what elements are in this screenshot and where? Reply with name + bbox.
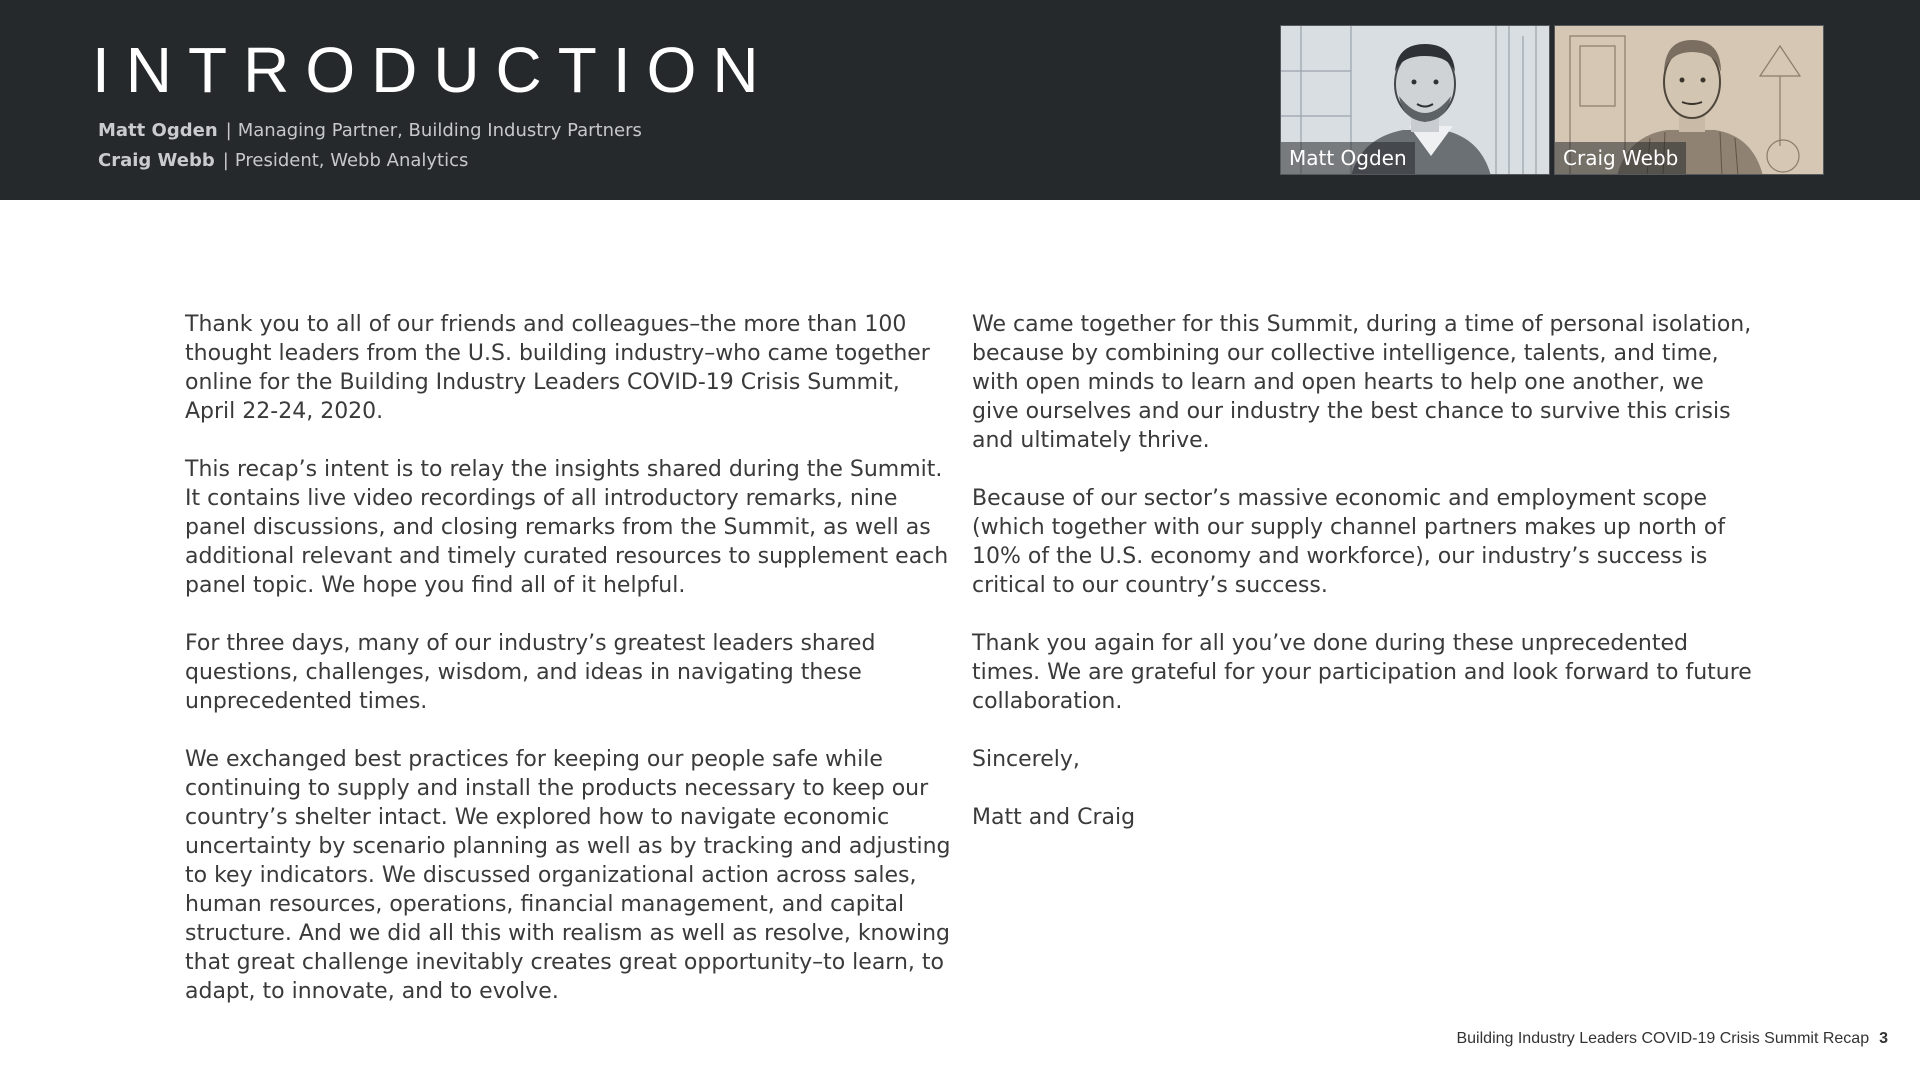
body-paragraph: Thank you to all of our friends and colleagues–the more than 100 thought leaders from the U.S. building industry–who came together online for the Building Industry Leaders COVID-19 Crisis Summit, April 22-24, 2020.	[185, 312, 930, 424]
speaker-line-craig-webb	[98, 146, 642, 176]
footer-document-title: Building Industry Leaders COVID-19 Crisis Summit Recap	[1456, 1030, 1870, 1047]
header-banner	[0, 0, 1920, 200]
speaker-role: President, Webb Analytics	[234, 150, 469, 171]
body-paragraph: We came together for this Summit, during a time of personal isolation, because by combining our collective intelligence, talents, and time, with open minds to learn and open hearts to help one another, we give ourselves and our industry the best chance to survive this crisis and ultimately thrive.	[972, 312, 1752, 453]
signature-names: Matt and Craig	[972, 805, 1136, 830]
body-paragraph: For three days, many of our industry’s greatest leaders shared questions, challenges, wisdom, and ideas in navigating these unprecedented times.	[185, 631, 876, 714]
body-paragraph: Thank you again for all you’ve done during these unprecedented times. We are grateful for your participation and look forward to future collaboration.	[972, 631, 1752, 714]
speaker-line-matt-ogden	[98, 116, 642, 146]
photo-craig-webb	[1554, 25, 1824, 175]
photo-caption: Craig Webb	[1555, 142, 1686, 174]
body-column-right	[972, 310, 1752, 861]
page-number: 3	[1879, 1030, 1888, 1047]
page-title: INTRODUCTION	[92, 34, 775, 106]
photo-caption: Matt Ogden	[1281, 142, 1415, 174]
body-paragraph: We exchanged best practices for keeping our people safe while continuing to supply and install the products necessary to keep our country’s shelter intact. We explored how to navigate economic uncertainty by scenario planning as well as by tracking and adjusting to key indicators. We discussed organizational action across sales, human resources, operations, financial management, and capital structure. And we did all this with realism as well as resolve, knowing that great challenge inevitably creates great opportunity–to learn, to adapt, to innovate, and to evolve.	[185, 747, 951, 1004]
speaker-separator: |	[225, 120, 232, 141]
speaker-name: Matt Ogden	[98, 120, 218, 141]
body-paragraph: This recap’s intent is to relay the insights shared during the Summit. It contains live video recordings of all introductory remarks, nine panel discussions, and closing remarks from the Summit, as well as additional relevant and timely curated resources to supplement each panel topic. We hope you find all of it helpful.	[185, 457, 949, 598]
page-footer	[1456, 1030, 1888, 1048]
speaker-separator: |	[222, 150, 229, 171]
speaker-name: Craig Webb	[98, 150, 215, 171]
body-column-left	[185, 310, 951, 1035]
closing-salutation: Sincerely,	[972, 747, 1080, 772]
speaker-role: Managing Partner, Building Industry Partners	[237, 120, 642, 141]
speaker-list	[98, 116, 642, 176]
photo-matt-ogden	[1280, 25, 1550, 175]
body-paragraph: Because of our sector’s massive economic and employment scope (which together with our supply channel partners makes up north of 10% of the U.S. economy and workforce), our industry’s success is critical to our country’s success.	[972, 486, 1726, 598]
